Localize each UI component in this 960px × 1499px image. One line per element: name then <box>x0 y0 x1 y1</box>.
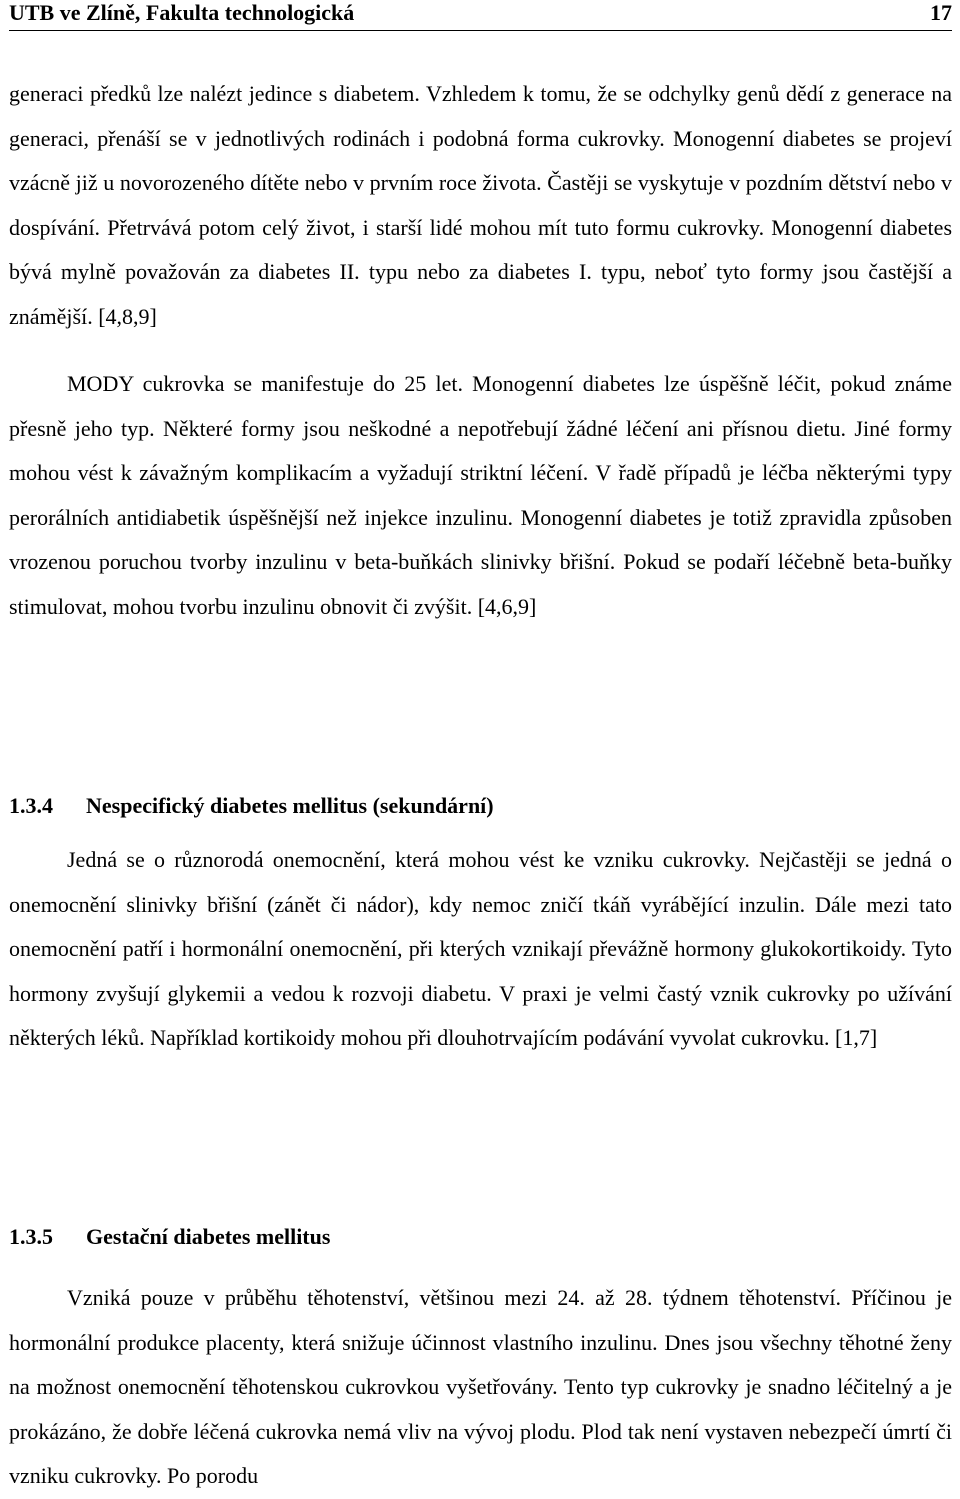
paragraph-mody: MODY cukrovka se manifestuje do 25 let. Monogenní diabetes lze úspěšně léčit, pokud známe přesně jeho typ. Některé formy jsou neškodné a nepotřebují žádné léčení ani přísnou dietu. Jiné formy mohou vést k závažným komplikacím a vyžadují striktní léčení. V řadě případů je léčba některými typy perorálních antidiabetik úspěšnější než injekce inzulinu. Monogenní diabetes je totiž zpravidla způsoben vrozenou poruchou tvorby inzulinu v beta-buňkách slinivky břišní. Pokud se podaří léčebně beta-buňky stimulovat, mohou tvorbu inzulinu obnovit či zvýšit. [4,6,9] <box>9 371 952 619</box>
header-title: UTB ve Zlíně, Fakulta technologická <box>9 0 355 25</box>
section-number: 1.3.5 <box>9 1224 53 1249</box>
page-number: 17 <box>930 0 952 25</box>
section-heading-1-3-4 <box>9 791 952 821</box>
section-title: Gestační diabetes mellitus <box>86 1224 331 1249</box>
section-heading-1-3-5 <box>9 1222 952 1252</box>
paragraph-gestational-diabetes: Vzniká pouze v průběhu těhotenství, většinou mezi 24. až 28. týdnem těhotenství. Příčinou je hormonální produkce placenty, která snižuje účinnost vlastního inzulinu. Dnes jsou všechny těhotné ženy na možnost onemocnění těhotenskou cukrovkou vyšetřovány. Tento typ cukrovky je snadno léčitelný a je prokázáno, že dobře léčená cukrovka nemá vliv na vývoj plodu. Plod tak není vystaven nebezpečí úmrtí či vzniku cukrovky. Po porodu <box>9 1285 952 1489</box>
paragraph-secondary-diabetes: Jedná se o různorodá onemocnění, která mohou vést ke vzniku cukrovky. Nejčastěji se jedná o onemocnění slinivky břišní (zánět či nádor), kdy nemoc zničí tkáň vyrábějící inzulin. Dále mezi tato onemocnění patří i hormonální onemocnění, při kterých vznikají převážně hormony glukokortikoidy. Tyto hormony zvyšují glykemii a vedou k rozvoji diabetu. V praxi je velmi častý vznik cukrovky po užívání některých léků. Například kortikoidy mohou při dlouhotrvajícím podávání vyvolat cukrovku. [1,7] <box>9 847 952 1051</box>
section-number: 1.3.4 <box>9 793 53 818</box>
section-title: Nespecifický diabetes mellitus (sekundární) <box>86 793 494 818</box>
page-header <box>9 0 952 31</box>
paragraph-monogenic-inheritance: generaci předků lze nalézt jedince s diabetem. Vzhledem k tomu, že se odchylky genů dědí z generace na generaci, přenáší se v jednotlivých rodinách i podobná forma cukrovky. Monogenní diabetes se projeví vzácně již u novorozeného dítěte nebo v prvním roce života. Častěji se vyskytuje v pozdním dětství nebo v dospívání. Přetrvává potom celý život, i starší lidé mohou mít tuto formu cukrovky. Monogenní diabetes bývá mylně považován za diabetes II. typu nebo za diabetes I. typu, neboť tyto formy jsou častější a známější. [4,8,9] <box>9 81 952 329</box>
